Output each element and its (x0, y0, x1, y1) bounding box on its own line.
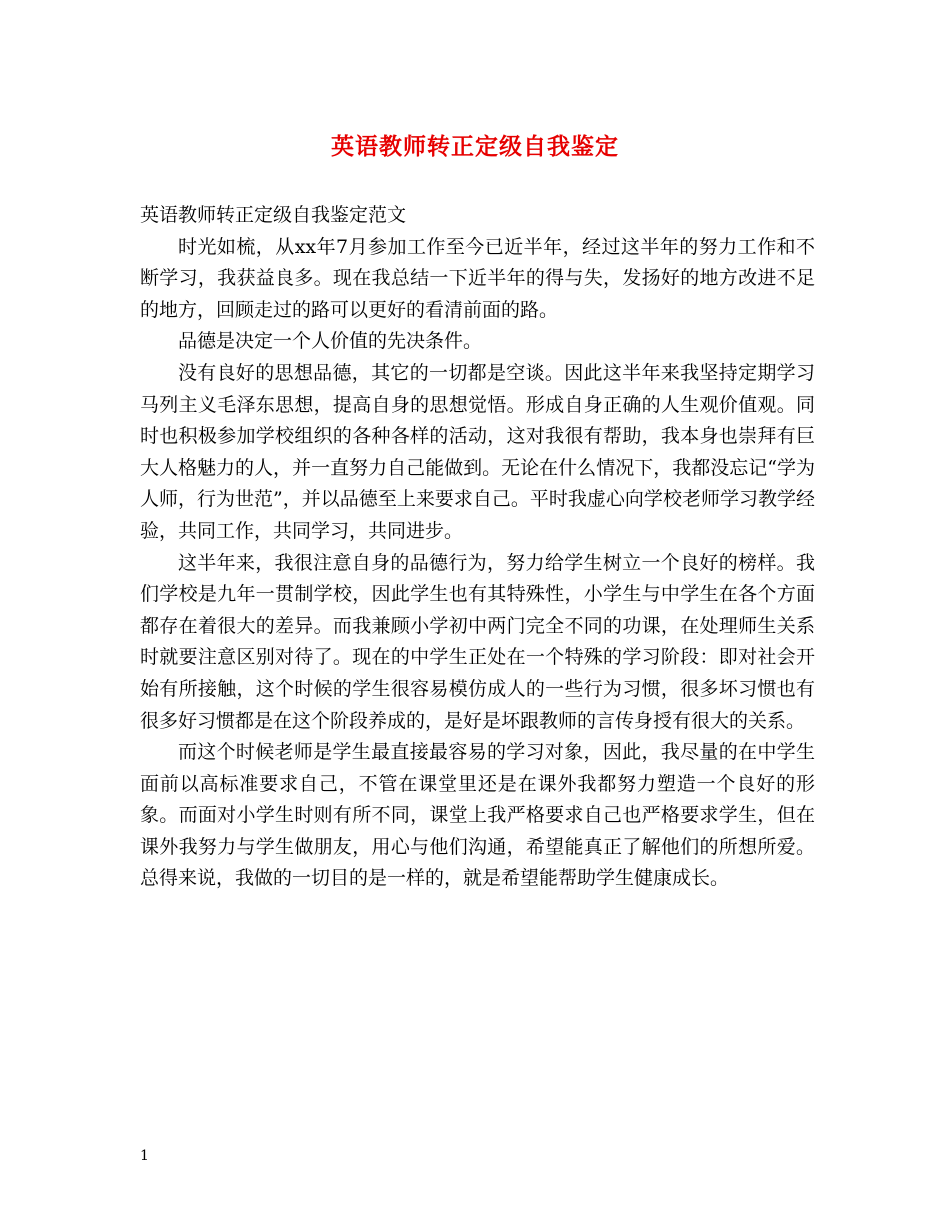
paragraph-1: 时光如梳，从xx年7月参加工作至今已近半年，经过这半年的努力工作和不断学习，我获益良多。现在我总结一下近半年的得与失，发扬好的地方改进不足的地方，回顾走过的路可以更好的看清前面的路。 (140, 235, 815, 321)
document-subtitle: 英语教师转正定级自我鉴定范文 (140, 204, 407, 226)
paragraph-4: 这半年来，我很注意自身的品德行为，努力给学生树立一个良好的榜样。我们学校是九年一贯制学校，因此学生也有其特殊性，小学生与中学生在各个方面都存在着很大的差异。而我兼顾小学初中两门完全不同的功课，在处理师生关系时就要注意区别对待了。现在的中学生正处在一个特殊的学习阶段：即对社会开始有所接触，这个时候的学生很容易模仿成人的一些行为习惯，很多坏习惯也有很多好习惯都是在这个阶段养成的，是好是坏跟教师的言传身授有很大的关系。 (140, 551, 815, 732)
document-body (140, 200, 815, 895)
document-title: 英语教师转正定级自我鉴定 (331, 133, 619, 160)
paragraph-3: 没有良好的思想品德，其它的一切都是空谈。因此这半年来我坚持定期学习马列主义毛泽东思想，提高自身的思想觉悟。形成自身正确的人生观价值观。同时也积极参加学校组织的各种各样的活动，这对我很有帮助，我本身也崇拜有巨大人格魅力的人，并一直努力自己能做到。无论在什么情况下，我都没忘记“学为人师，行为世范”，并以品德至上来要求自己。平时我虚心向学校老师学习教学经验，共同工作，共同学习，共同进步。 (140, 361, 815, 542)
page-number: 1 (140, 1148, 149, 1164)
paragraph-2: 品德是决定一个人价值的先决条件。 (178, 330, 483, 353)
paragraph-5: 而这个时候老师是学生最直接最容易的学习对象，因此，我尽量的在中学生面前以高标准要求自己，不管在课堂里还是在课外我都努力塑造一个良好的形象。而面对小学生时则有所不同，课堂上我严格要求自己也严格要求学生，但在课外我努力与学生做朋友，用心与他们沟通，希望能真正了解他们的所想所爱。总得来说，我做的一切目的是一样的，就是希望能帮助学生健康成长。 (140, 741, 815, 890)
